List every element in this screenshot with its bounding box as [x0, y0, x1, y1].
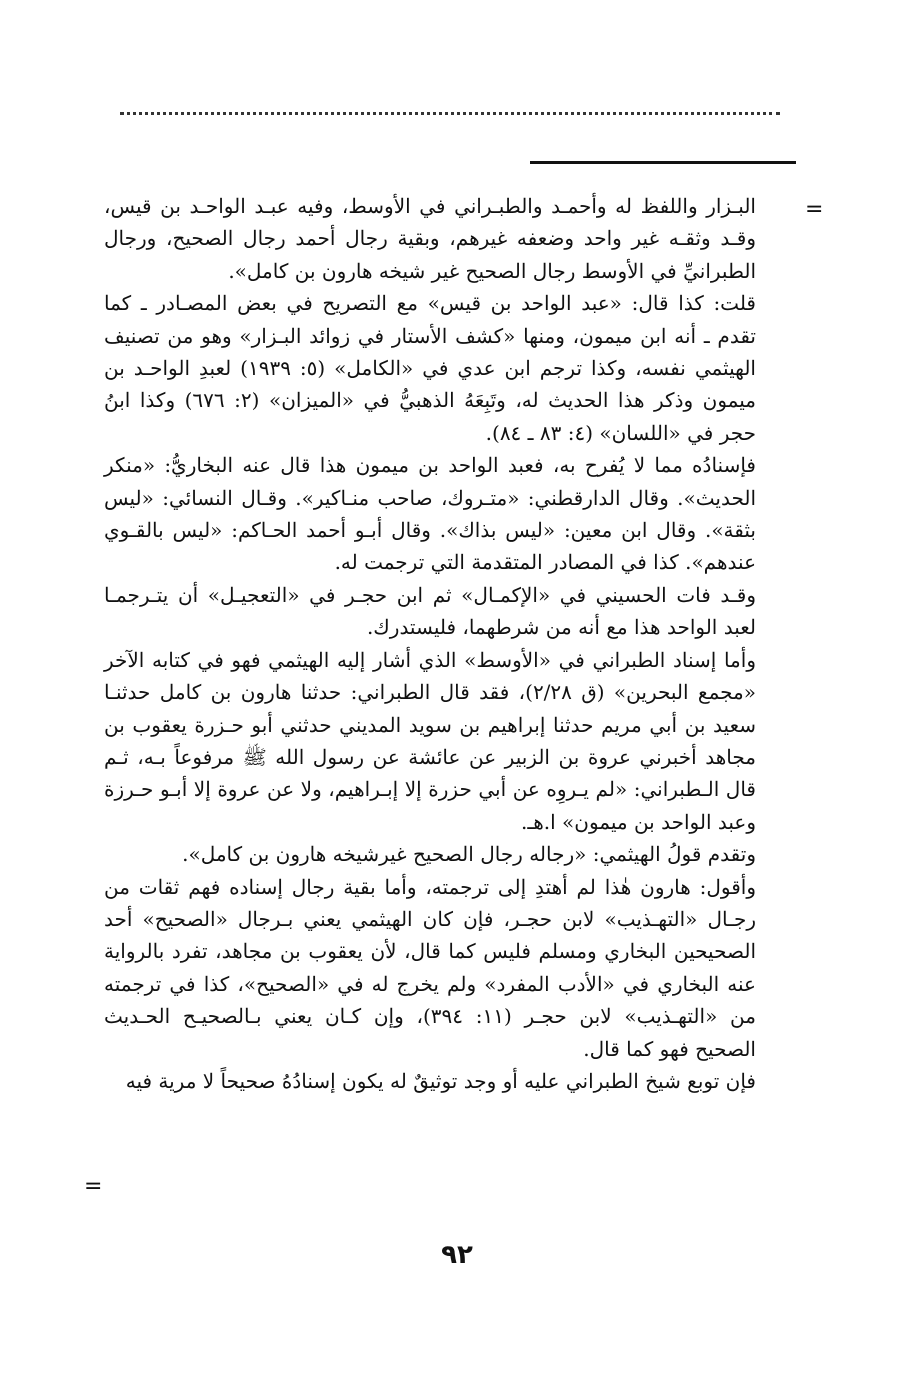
paragraph-1: البـزار واللفظ له وأحمـد والطبـراني في الأوسط، وفيه عبـد الواحـد بن قيس، وقـد وثقـه غير واحد وضعفه غيرهم، وبقية رجال أحمد رجال الصحيح، ورجال الطبرانيِّ في الأوسط رجال الصحيح غير شيخه هارون بن كامل». — [104, 194, 756, 283]
paragraph-3: فإسنادُه مما لا يُفرح به، فعبد الواحد بن ميمون هذا قال عنه البخاريُّ: «منكر الحديث». وقال الدارقطني: «متـروك، صاحب منـاكير». وقـال النسائي: «ليس بثقة». وقال ابن معين: «ليس بذاك». وقال أبـو أحمد الحـاكم: «ليس بالقـوي عندهم». كذا في المصادر المتقدمة التي ترجمت له. — [104, 453, 756, 575]
footnote-separator-line — [530, 161, 796, 164]
dotted-separator — [120, 112, 780, 115]
paragraph-8: فإن توبع شيخ الطبراني عليه أو وجد توثيقٌ له يكون إسنادُهُ صحيحاً لا مرية فيه — [125, 1068, 756, 1093]
paragraph-4: وقـد فات الحسيني في «الإكمـال» ثم ابن حجـر في «التعجيـل» أن يتـرجمـا لعبد الواحد هذا مع أنه من شرطهما، فليستدرك. — [104, 582, 756, 640]
paragraph-5: وأما إسناد الطبراني في «الأوسط» الذي أشار إليه الهيثمي فهو في كتابه الآخر «مجمع البحرين» (ق ٢/٢٨)، فقد قال الطبراني: حدثنا هارون بن كامل حدثنـا سعيد بن أبي مريم حدثنا إبراهيم بن سويد المديني حدثني أبو حـزرة يعقوب بن مجاهد أخبرني عروة بن الزبير عن عائشة عن رسول الله ﷺ مرفوعاً بـه، ثـم قال الـطبراني: «لم يـروِه عن أبي حزرة إلا إبـراهيم، ولا عن عروة إلا أبـو حـرزة وعبد الواحد بن ميمون» ا.هـ. — [104, 647, 756, 834]
continuation-mark-bottom: = — [84, 1174, 103, 1199]
paragraph-7: وأقول: هارون هٰذا لم أهتدِ إلى ترجمته، وأما بقية رجال إسناده فهم ثقات من رجـال «التهـذيب» لابن حجـر، فإن كان الهيثمي يعني بـرجال «الصحيح» أحد الصحيحين البخاري ومسلم فليس كما قال، لأن يعقوب بن مجاهد، تفرد بالرواية عنه البخاري في «الأدب المفرد» ولم يخرج له في «الصحيح»، كذا في ترجمته من «التهـذيب» لابن حجـر (١١: ٣٩٤)، وإن كـان يعني بـالصحيـح الحـديث الصحيح فهو كما قال. — [104, 874, 757, 1061]
paragraph-6: وتقدم قولُ الهيثمي: «رجاله رجال الصحيح غيرشيخه هارون بن كامل». — [182, 842, 756, 867]
footnote-text — [104, 190, 756, 1097]
paragraph-2: قلت: كذا قال: «عبد الواحد بن قيس» مع التصريح في بعض المصـادر ـ كما تقدم ـ أنه ابن ميمون، ومنها «كشف الأستار في زوائد البـزار» وهو من تصنيف الهيثمي نفسه، وكذا ترجم ابن عدي في «الكامل» (٥: ١٩٣٩) لعبدِ الواحـد بن ميمون وذكر هذا الحديث له، وتَبِعَهُ الذهبيُّ في «الميزان» (٢: ٦٧٦) وكذا ابنُ حجر في «اللسان» (٤: ٨٣ ـ ٨٤). — [104, 291, 756, 445]
page-number: ٩٢ — [441, 1240, 473, 1270]
continuation-mark-top: = — [805, 197, 824, 222]
